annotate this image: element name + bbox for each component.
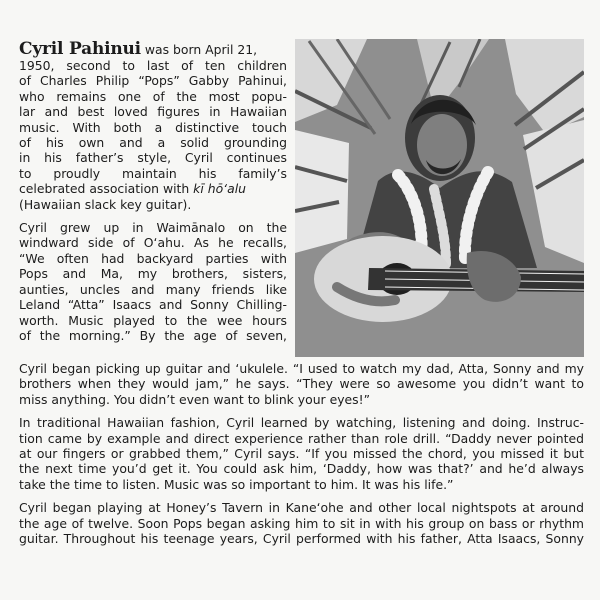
intro-line-1: was born April 21,: [140, 42, 258, 57]
intro-line-6: music. With both a distinctive touch: [19, 119, 287, 135]
article-top-column: [19, 40, 287, 343]
intro-line-2: 1950, second to last of ten children: [19, 58, 287, 73]
article-bottom-column: [19, 361, 584, 546]
paragraph-two-top: [19, 220, 287, 343]
intro-line-7: of his own and a solid grounding: [19, 135, 287, 151]
man-playing-guitar-photo: [295, 39, 584, 357]
p2-line-5: aunties, uncles and many friends like: [19, 281, 287, 297]
p2-bottom-line-3: miss anything. You didn’t even want to blink your eyes!”: [19, 391, 371, 407]
p2-line-7: worth. Music played to the wee hours: [19, 312, 287, 328]
paragraph-two-bottom: [19, 361, 584, 407]
p2-line-6: Leland “Atta” Isaacs and Sonny Chilling-: [19, 297, 287, 313]
p2-line-3: “We often had backyard parties with: [19, 250, 287, 266]
p2-line-4: Pops and Ma, my brothers, sisters,: [19, 266, 287, 282]
p2-bottom-line-2: brothers when they would jam,” he says. “They were so awesome you didn’t want to: [19, 376, 584, 392]
paragraph-three: [19, 415, 584, 492]
p2-line-2: windward side of O‘ahu. As he recalls,: [19, 235, 287, 251]
intro-line-5: lar and best loved figures in Hawaiian: [19, 104, 287, 120]
p3-line-2: tion came by example and direct experience rather than role drill. “Daddy never pointed: [19, 430, 584, 446]
subject-name: Cyril Pahinui: [19, 39, 141, 59]
p3-line-3: at our fingers or grabbed them,” Cyril says. “If you missed the chord, you missed it but: [19, 446, 584, 462]
intro-line-11: (Hawaiian slack key guitar).: [19, 196, 192, 212]
intro-line-8: in his father’s style, Cyril continues: [19, 150, 287, 166]
photo-illustration: [295, 39, 584, 357]
p3-line-4: the next time you’d get it. You could ask him, ‘Daddy, how was that?’ and he’d always: [19, 461, 584, 477]
p4-line-2: the age of twelve. Soon Pops began asking him to sit in with his group on bass or rhythm: [19, 515, 584, 531]
p2-line-1: Cyril grew up in Waimānalo on the: [19, 220, 287, 236]
p4-line-1: Cyril began playing at Honey’s Tavern in Kane‘ohe and other local nightspots at around: [19, 500, 584, 516]
p2-line-8: of the morning.” By the age of seven,: [19, 327, 287, 343]
intro-line-10: celebrated association with: [19, 181, 194, 197]
slack-key-term: kī hō‘alu: [193, 181, 246, 197]
intro-line-9: to proudly maintain his family’s: [19, 165, 287, 181]
p2-bottom-line-1: Cyril began picking up guitar and ‘ukulele. “I used to watch my dad, Atta, Sonny and my: [19, 361, 584, 376]
p4-line-3: guitar. Throughout his teenage years, Cyril performed with his father, Atta Isaacs, Sonny: [19, 531, 584, 547]
intro-paragraph: [19, 40, 287, 212]
p3-line-5: take the time to listen. Music was so important to him. It was his life.”: [19, 476, 454, 492]
p3-line-1: In traditional Hawaiian fashion, Cyril learned by watching, listening and doing. Instruc-: [19, 415, 584, 431]
intro-line-3: of Charles Philip “Pops” Gabby Pahinui,: [19, 73, 287, 89]
paragraph-four: [19, 500, 584, 546]
intro-line-4: who remains one of the most popu-: [19, 88, 287, 104]
